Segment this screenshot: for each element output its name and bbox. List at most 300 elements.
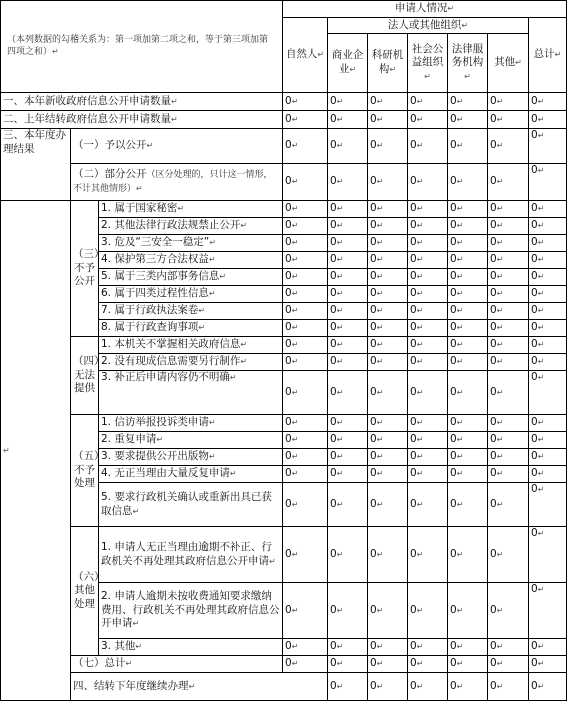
paragraph-mark: ↵ bbox=[376, 469, 384, 479]
value-cell bbox=[368, 639, 408, 656]
paragraph-mark: ↵ bbox=[537, 238, 545, 248]
cell-value: 0 bbox=[370, 287, 377, 300]
paragraph-mark: ↵ bbox=[219, 272, 227, 282]
paragraph-mark: ↵ bbox=[336, 141, 344, 151]
paragraph-mark: ↵ bbox=[537, 469, 545, 479]
value-cell bbox=[408, 415, 448, 432]
value-cell bbox=[328, 129, 368, 164]
header-legal-org bbox=[328, 18, 529, 34]
value-cell bbox=[488, 129, 529, 164]
paragraph-mark: ↵ bbox=[208, 418, 216, 428]
cell-value: 0 bbox=[531, 338, 538, 351]
value-cell bbox=[408, 252, 448, 269]
paragraph-mark: ↵ bbox=[376, 221, 384, 231]
cell-value: 0 bbox=[370, 657, 377, 670]
cell-value: 0 bbox=[330, 497, 337, 510]
paragraph-mark: ↵ bbox=[416, 499, 424, 509]
cell-value: 0 bbox=[531, 112, 538, 125]
cell-value: 0 bbox=[285, 175, 292, 188]
paragraph-mark: ↵ bbox=[447, 4, 455, 14]
category-label bbox=[71, 201, 105, 337]
item-label bbox=[99, 337, 283, 354]
value-cell bbox=[328, 483, 368, 527]
paragraph-mark: ↵ bbox=[496, 221, 504, 231]
value-cell bbox=[488, 320, 529, 337]
paragraph-mark: ↵ bbox=[416, 549, 424, 559]
paragraph-mark: ↵ bbox=[291, 549, 299, 559]
cell-value: 0 bbox=[330, 433, 337, 446]
cell-text: （区分处理的，只计这一情形，不计其他情形） bbox=[73, 170, 273, 194]
value-cell bbox=[328, 111, 368, 129]
paragraph-mark: ↵ bbox=[291, 469, 299, 479]
item-label bbox=[99, 527, 283, 583]
item-label bbox=[99, 303, 283, 320]
cell-value: 0 bbox=[450, 219, 457, 232]
cell-value: 0 bbox=[285, 433, 292, 446]
item-label bbox=[99, 201, 283, 218]
cell-value: 0 bbox=[410, 416, 417, 429]
cell-value: 0 bbox=[330, 603, 337, 616]
cell-value: 0 bbox=[450, 270, 457, 283]
cell-value: 0 bbox=[450, 253, 457, 266]
value-cell bbox=[368, 354, 408, 371]
value-cell bbox=[488, 218, 529, 235]
cell-text: 2. 其他法律行政法规禁止公开 bbox=[101, 219, 241, 232]
cell-value: 0 bbox=[410, 355, 417, 368]
cell-value: 0 bbox=[410, 433, 417, 446]
value-cell bbox=[328, 286, 368, 303]
cell-text: 4. 无正当理由大量反复申请 bbox=[101, 467, 230, 480]
value-cell bbox=[283, 164, 328, 201]
cell-value: 0 bbox=[531, 304, 538, 317]
cell-text: （一）予以公开 bbox=[73, 139, 147, 152]
cell-value: 0 bbox=[330, 640, 337, 653]
paragraph-mark: ↵ bbox=[496, 238, 504, 248]
cell-text: （五）不予处理 bbox=[73, 450, 105, 490]
cell-text: 四、结转下年度继续办理 bbox=[73, 679, 189, 692]
paragraph-mark: ↵ bbox=[537, 221, 545, 231]
value-cell bbox=[283, 111, 328, 129]
paragraph-mark: ↵ bbox=[336, 499, 344, 509]
paragraph-mark: ↵ bbox=[291, 306, 299, 316]
value-cell bbox=[529, 673, 567, 701]
cell-value: 0 bbox=[330, 321, 337, 334]
paragraph-mark: ↵ bbox=[416, 272, 424, 282]
paragraph-mark: ↵ bbox=[537, 272, 545, 282]
paragraph-mark: ↵ bbox=[537, 452, 545, 462]
cell-value: 0 bbox=[450, 338, 457, 351]
cell-value: 0 bbox=[490, 321, 497, 334]
value-cell bbox=[408, 218, 448, 235]
cell-value: 0 bbox=[531, 236, 538, 249]
paragraph-mark: ↵ bbox=[537, 323, 545, 333]
value-cell bbox=[488, 656, 529, 673]
paragraph-mark: ↵ bbox=[416, 289, 424, 299]
value-cell bbox=[283, 527, 328, 583]
paragraph-mark: ↵ bbox=[464, 71, 471, 81]
cell-value: 0 bbox=[410, 112, 417, 125]
value-cell bbox=[529, 201, 567, 218]
value-cell bbox=[368, 656, 408, 673]
item-label bbox=[99, 320, 283, 337]
cell-value: 0 bbox=[490, 679, 497, 692]
paragraph-mark: ↵ bbox=[198, 323, 206, 333]
cell-text: 商业企业 bbox=[331, 49, 364, 75]
cell-value: 0 bbox=[450, 640, 457, 653]
cell-value: 0 bbox=[490, 355, 497, 368]
paragraph-mark: ↵ bbox=[336, 418, 344, 428]
paragraph-mark: ↵ bbox=[269, 556, 276, 566]
paragraph-mark: ↵ bbox=[336, 340, 344, 350]
cell-value: 0 bbox=[410, 450, 417, 463]
value-cell bbox=[529, 639, 567, 656]
paragraph-mark: ↵ bbox=[496, 418, 504, 428]
cell-value: 0 bbox=[285, 640, 292, 653]
paragraph-mark: ↵ bbox=[537, 131, 545, 140]
cell-value: 0 bbox=[490, 385, 497, 398]
paragraph-mark: ↵ bbox=[291, 357, 299, 367]
paragraph-mark: ↵ bbox=[229, 469, 237, 479]
cell-value: 0 bbox=[450, 679, 457, 692]
value-cell bbox=[368, 371, 408, 415]
paragraph-mark: ↵ bbox=[336, 357, 344, 367]
table-row bbox=[1, 415, 567, 432]
cell-text: 6. 属于四类过程性信息 bbox=[101, 287, 209, 300]
paragraph-mark: ↵ bbox=[461, 20, 469, 30]
paragraph-mark: ↵ bbox=[456, 204, 464, 214]
paragraph-mark: ↵ bbox=[496, 452, 504, 462]
cell-value: 0 bbox=[410, 139, 417, 152]
cell-value: 0 bbox=[531, 640, 538, 653]
paragraph-mark: ↵ bbox=[240, 340, 248, 350]
paragraph-mark: ↵ bbox=[376, 323, 384, 333]
paragraph-mark: ↵ bbox=[456, 642, 464, 652]
paragraph-mark: ↵ bbox=[416, 659, 424, 669]
cell-value: 0 bbox=[531, 679, 538, 692]
paragraph-mark: ↵ bbox=[376, 114, 384, 124]
cell-value: 0 bbox=[490, 94, 497, 107]
value-cell bbox=[408, 111, 448, 129]
paragraph-mark: ↵ bbox=[496, 387, 504, 397]
cell-value: 0 bbox=[490, 139, 497, 152]
cell-value: 0 bbox=[450, 287, 457, 300]
cell-value: 0 bbox=[370, 304, 377, 317]
paragraph-mark: ↵ bbox=[317, 50, 325, 60]
value-cell bbox=[368, 252, 408, 269]
cell-text: 7. 属于行政执法案卷 bbox=[101, 304, 199, 317]
cell-value: 0 bbox=[285, 657, 292, 670]
cell-value: 0 bbox=[330, 202, 337, 215]
paragraph-mark: ↵ bbox=[188, 681, 196, 691]
value-cell bbox=[448, 466, 488, 483]
paragraph-mark: ↵ bbox=[416, 323, 424, 333]
cell-value: 0 bbox=[450, 355, 457, 368]
cell-value: 0 bbox=[450, 450, 457, 463]
cell-value: 0 bbox=[450, 497, 457, 510]
cell-value: 0 bbox=[490, 236, 497, 249]
cell-value: 0 bbox=[410, 270, 417, 283]
paragraph-mark: ↵ bbox=[416, 96, 424, 106]
paragraph-mark: ↵ bbox=[376, 96, 384, 106]
cell-text: 2. 重复申请 bbox=[101, 433, 157, 446]
cell-value: 0 bbox=[450, 433, 457, 446]
value-cell bbox=[448, 93, 488, 111]
value-cell bbox=[368, 449, 408, 466]
paragraph-mark: ↵ bbox=[291, 340, 299, 350]
cell-value: 0 bbox=[531, 94, 538, 107]
row-label bbox=[71, 673, 328, 701]
value-cell bbox=[448, 483, 488, 527]
item-label bbox=[99, 269, 283, 286]
cell-value: 0 bbox=[330, 450, 337, 463]
cell-value: 0 bbox=[370, 236, 377, 249]
paragraph-mark: ↵ bbox=[537, 642, 545, 652]
cell-value: 0 bbox=[450, 94, 457, 107]
value-cell bbox=[529, 466, 567, 483]
paragraph-mark: ↵ bbox=[336, 387, 344, 397]
paragraph-mark: ↵ bbox=[496, 323, 504, 333]
value-cell bbox=[368, 269, 408, 286]
cell-value: 0 bbox=[490, 287, 497, 300]
paragraph-mark: ↵ bbox=[229, 373, 237, 382]
value-cell bbox=[328, 639, 368, 656]
value-cell bbox=[368, 164, 408, 201]
paragraph-mark: ↵ bbox=[456, 323, 464, 333]
value-cell bbox=[529, 527, 567, 583]
table-row bbox=[1, 164, 567, 201]
cell-value: 0 bbox=[410, 321, 417, 334]
value-cell bbox=[488, 286, 529, 303]
cell-value: 0 bbox=[490, 657, 497, 670]
cell-value: 0 bbox=[330, 657, 337, 670]
paragraph-mark: ↵ bbox=[336, 306, 344, 316]
cell-value: 0 bbox=[410, 547, 417, 560]
value-cell bbox=[529, 93, 567, 111]
value-cell bbox=[283, 483, 328, 527]
cell-text: 3. 补正后申请内容仍不明确 bbox=[101, 371, 230, 383]
cell-value: 0 bbox=[370, 139, 377, 152]
value-cell bbox=[408, 527, 448, 583]
header-research bbox=[368, 34, 408, 93]
cell-text: 5. 要求行政机关确认或重新出具已获取信息 bbox=[101, 490, 272, 517]
paragraph-mark: ↵ bbox=[416, 642, 424, 652]
cell-value: 0 bbox=[490, 547, 497, 560]
item-label bbox=[99, 235, 283, 252]
table-row bbox=[1, 337, 567, 354]
value-cell bbox=[328, 371, 368, 415]
cell-value: 0 bbox=[410, 467, 417, 480]
value-cell bbox=[448, 432, 488, 449]
paragraph-mark: ↵ bbox=[496, 549, 504, 559]
header-business bbox=[328, 34, 368, 93]
cell-value: 0 bbox=[410, 657, 417, 670]
cell-value: 0 bbox=[370, 679, 377, 692]
value-cell bbox=[283, 415, 328, 432]
paragraph-mark: ↵ bbox=[416, 238, 424, 248]
header-note-cell bbox=[1, 1, 283, 93]
row-label-blank bbox=[1, 201, 71, 701]
paragraph-mark: ↵ bbox=[456, 238, 464, 248]
paragraph-mark: ↵ bbox=[389, 65, 397, 74]
value-cell bbox=[283, 639, 328, 656]
paragraph-mark: ↵ bbox=[537, 681, 545, 691]
paragraph-mark: ↵ bbox=[456, 221, 464, 231]
value-cell bbox=[408, 673, 448, 701]
paragraph-mark: ↵ bbox=[416, 221, 424, 231]
value-cell bbox=[368, 129, 408, 164]
item-label bbox=[99, 583, 283, 639]
cell-value: 0 bbox=[450, 202, 457, 215]
paragraph-mark: ↵ bbox=[537, 357, 545, 367]
cell-value: 0 bbox=[370, 450, 377, 463]
paragraph-mark: ↵ bbox=[336, 255, 344, 265]
paragraph-mark: ↵ bbox=[177, 204, 185, 214]
item-label bbox=[99, 218, 283, 235]
table-row bbox=[1, 527, 567, 583]
value-cell bbox=[283, 432, 328, 449]
cell-value: 0 bbox=[410, 497, 417, 510]
cell-value: 0 bbox=[531, 355, 538, 368]
value-cell bbox=[283, 583, 328, 639]
paragraph-mark: ↵ bbox=[132, 506, 140, 516]
paragraph-mark: ↵ bbox=[132, 619, 140, 629]
paragraph-mark: ↵ bbox=[156, 435, 164, 445]
value-cell bbox=[328, 337, 368, 354]
value-cell bbox=[368, 303, 408, 320]
paragraph-mark: ↵ bbox=[496, 114, 504, 124]
paragraph-mark: ↵ bbox=[416, 387, 424, 397]
paragraph-mark: ↵ bbox=[376, 549, 384, 559]
cell-value: 0 bbox=[531, 450, 538, 463]
cell-value: 0 bbox=[531, 270, 538, 283]
cell-value: 0 bbox=[330, 385, 337, 398]
cell-value: 0 bbox=[531, 483, 538, 495]
cell-value: 0 bbox=[410, 202, 417, 215]
cell-value: 0 bbox=[410, 253, 417, 266]
cell-value: 0 bbox=[370, 219, 377, 232]
value-cell bbox=[328, 269, 368, 286]
paragraph-mark: ↵ bbox=[416, 255, 424, 265]
row-label bbox=[1, 93, 283, 111]
cell-value: 0 bbox=[285, 112, 292, 125]
paragraph-mark: ↵ bbox=[376, 340, 384, 350]
paragraph-mark: ↵ bbox=[456, 499, 464, 509]
cell-text: （二）部分公开 bbox=[73, 168, 147, 181]
cell-text: 法律服务机构 bbox=[451, 42, 484, 69]
cell-value: 0 bbox=[370, 338, 377, 351]
cell-value: 0 bbox=[330, 236, 337, 249]
cell-text: 一、本年新收政府信息公开申请数量 bbox=[3, 94, 171, 107]
cell-value: 0 bbox=[450, 385, 457, 398]
cell-value: 0 bbox=[410, 338, 417, 351]
paragraph-mark: ↵ bbox=[376, 357, 384, 367]
cell-text: 科研机构 bbox=[371, 49, 404, 75]
value-cell bbox=[328, 527, 368, 583]
paragraph-mark: ↵ bbox=[416, 141, 424, 151]
paragraph-mark: ↵ bbox=[456, 255, 464, 265]
cell-text: 其他 bbox=[494, 56, 516, 69]
paragraph-mark: ↵ bbox=[291, 204, 299, 214]
row-label bbox=[71, 164, 283, 201]
value-cell bbox=[283, 449, 328, 466]
value-cell bbox=[328, 164, 368, 201]
value-cell bbox=[448, 111, 488, 129]
value-cell bbox=[283, 129, 328, 164]
paragraph-mark: ↵ bbox=[496, 272, 504, 282]
item-label bbox=[99, 466, 283, 483]
value-cell bbox=[448, 129, 488, 164]
paragraph-mark: ↵ bbox=[537, 96, 545, 106]
paragraph-mark: ↵ bbox=[537, 529, 545, 538]
paragraph-mark: ↵ bbox=[496, 340, 504, 350]
paragraph-mark: ↵ bbox=[336, 238, 344, 248]
item-label bbox=[99, 432, 283, 449]
cell-value: 0 bbox=[370, 467, 377, 480]
cell-value: 0 bbox=[531, 416, 538, 429]
cell-value: 0 bbox=[330, 253, 337, 266]
cell-value: 0 bbox=[410, 679, 417, 692]
header-applicant bbox=[283, 1, 567, 18]
value-cell bbox=[328, 303, 368, 320]
value-cell bbox=[448, 583, 488, 639]
paragraph-mark: ↵ bbox=[336, 605, 344, 615]
paragraph-mark: ↵ bbox=[291, 605, 299, 615]
value-cell bbox=[488, 432, 529, 449]
value-cell bbox=[283, 235, 328, 252]
cell-value: 0 bbox=[330, 679, 337, 692]
cell-value: 0 bbox=[490, 450, 497, 463]
header-total bbox=[529, 18, 567, 93]
paragraph-mark: ↵ bbox=[456, 605, 464, 615]
cell-value: 0 bbox=[450, 139, 457, 152]
cell-value: 0 bbox=[450, 236, 457, 249]
paragraph-mark: ↵ bbox=[537, 659, 545, 669]
paragraph-mark: ↵ bbox=[515, 58, 522, 68]
value-cell bbox=[328, 252, 368, 269]
value-cell bbox=[488, 303, 529, 320]
paragraph-mark: ↵ bbox=[456, 469, 464, 479]
value-cell bbox=[529, 415, 567, 432]
value-cell bbox=[328, 201, 368, 218]
cell-value: 0 bbox=[410, 287, 417, 300]
paragraph-mark: ↵ bbox=[125, 659, 133, 669]
paragraph-mark: ↵ bbox=[336, 114, 344, 124]
value-cell bbox=[328, 432, 368, 449]
cell-value: 0 bbox=[410, 219, 417, 232]
value-cell bbox=[529, 583, 567, 639]
cell-value: 0 bbox=[490, 202, 497, 215]
value-cell bbox=[328, 583, 368, 639]
paragraph-mark: ↵ bbox=[537, 373, 545, 382]
value-cell bbox=[529, 449, 567, 466]
cell-value: 0 bbox=[490, 253, 497, 266]
value-cell bbox=[283, 371, 328, 415]
value-cell bbox=[529, 111, 567, 129]
value-cell bbox=[328, 656, 368, 673]
cell-value: 0 bbox=[531, 164, 538, 176]
item-label bbox=[99, 639, 283, 656]
value-cell bbox=[488, 93, 529, 111]
paragraph-mark: ↵ bbox=[291, 238, 299, 248]
value-cell bbox=[488, 371, 529, 415]
paragraph-mark: ↵ bbox=[291, 642, 299, 652]
cell-value: 0 bbox=[531, 253, 538, 266]
value-cell bbox=[448, 527, 488, 583]
cell-value: 0 bbox=[330, 270, 337, 283]
value-cell bbox=[368, 432, 408, 449]
cell-text: 3. 危及“三安全一稳定” bbox=[101, 236, 210, 249]
cell-text: 3. 要求提供公开出版物 bbox=[101, 450, 209, 463]
